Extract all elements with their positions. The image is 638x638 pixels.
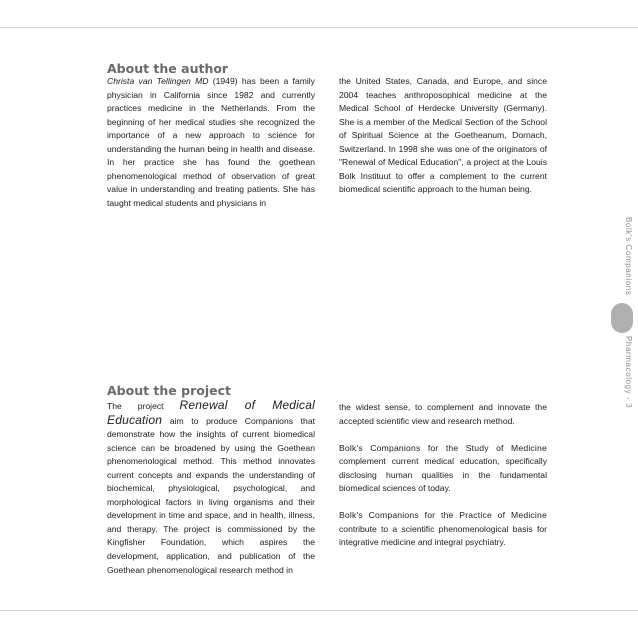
top-divider bbox=[0, 27, 638, 28]
study-companions-text: complement current medical education, specifically disclosing human qualities in the fundamental biomedical sciences of today. bbox=[339, 456, 547, 494]
project-title: Renewal of Medical Education bbox=[107, 398, 315, 427]
side-tab bbox=[611, 213, 633, 448]
project-intro-text: aim to produce Companions that demonstrate how the insights of current biomedical science can be broadened by using the Goethean phenomenological method. This method innovates current concepts and expands the understanding of biochemical, physiological, psychological, and morphological factors in living organisms and their development in time and space, and in health, illness, and therapy. The project is commissioned by the Kingfisher Foundation, which aspires the development, application, and publication of the Goethean phenomenological research method in bbox=[107, 415, 315, 575]
author-bio-left bbox=[107, 75, 315, 210]
about-author-heading: About the author bbox=[107, 61, 229, 76]
study-companions-paragraph bbox=[339, 442, 547, 496]
bottom-divider bbox=[0, 610, 638, 611]
author-name: Christa van Tellingen MD bbox=[107, 76, 209, 86]
practice-companions-paragraph bbox=[339, 509, 547, 550]
practice-companions-lead: Bolk's Companions for the Practice of Medicine bbox=[339, 510, 547, 521]
project-intro-prefix: The project bbox=[107, 401, 180, 411]
project-continued-paragraph: the widest sense, to complement and innovate the accepted scientific view and research method. bbox=[339, 402, 547, 426]
project-intro-paragraph bbox=[107, 399, 315, 577]
side-marker bbox=[611, 303, 633, 333]
volume-title: Pharmacology - 3 bbox=[624, 336, 633, 409]
study-companions-lead: Bolk's Companions for the Study of Medicine bbox=[339, 442, 547, 453]
about-project-heading: About the project bbox=[107, 383, 231, 398]
author-bio-continued: the United States, Canada, and Europe, and since 2004 teaches anthroposophical medicine at the Medical School of Herdecke University (Germany). She is a member of the Medical Section of the School of Spiritual Science at the Goetheanum, Dornach, Switzerland. In 1998 she was one of the originators of "Renewal of Medical Education", a project at the Louis Bolk Instituut to offer a complement to the current biomedical scientific approach to the human being. bbox=[339, 76, 547, 195]
practice-companions-text: contribute to a scientific phenomenological basis for integrative medicine and integral psychiatry. bbox=[339, 523, 547, 548]
author-bio-text: (1949) has been a family physician in California since 1982 and currently practices medicine in the Netherlands. From the beginning of her medical studies she recognized the importance of a new approach to science for understanding the human being in health and disease. In her practice she has found the goethean phenomenological method of observation of great value in understanding and treating patients. She has taught medical students and physicians in bbox=[107, 76, 315, 208]
author-bio-right bbox=[339, 75, 547, 197]
project-left-column bbox=[107, 399, 315, 577]
project-right-column bbox=[339, 401, 547, 550]
author-bio-paragraph bbox=[107, 75, 315, 210]
series-title: Bolk's Companions bbox=[624, 217, 633, 296]
